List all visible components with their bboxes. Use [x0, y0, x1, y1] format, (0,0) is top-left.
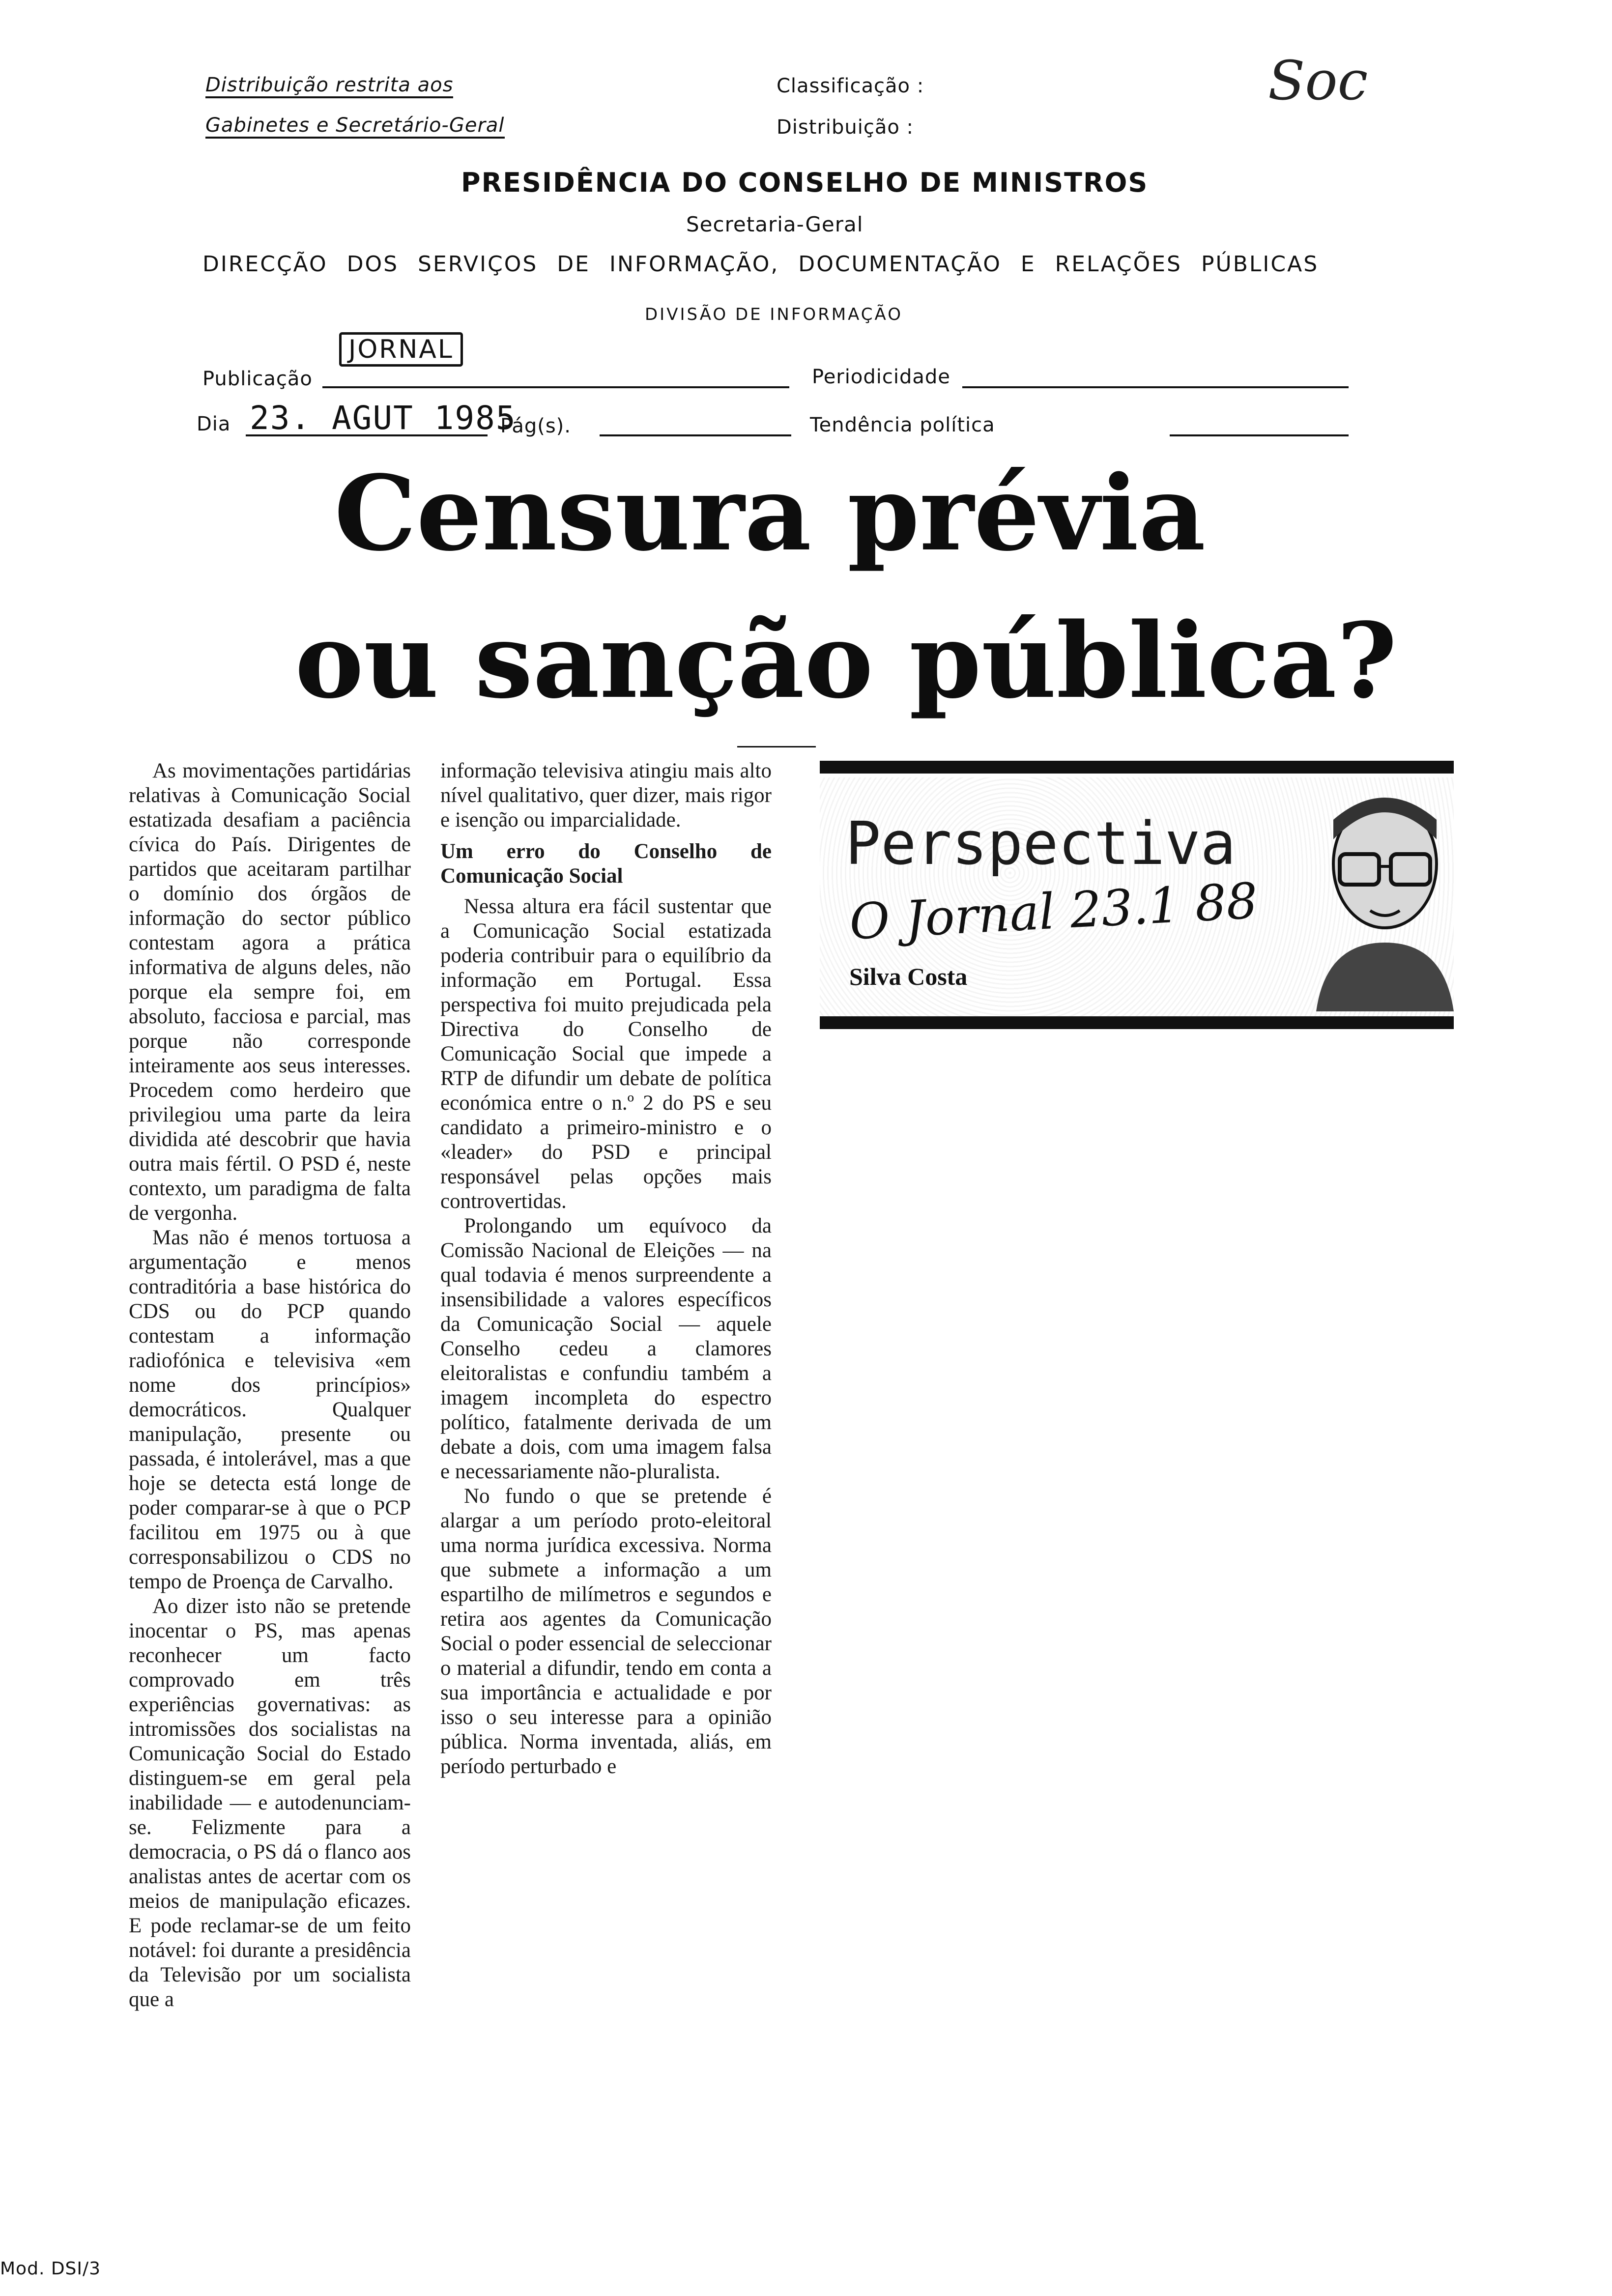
- section-subheading: Um erro do Conselho de Comunicação Social: [440, 840, 772, 888]
- column-header-top-bar: [820, 761, 1454, 774]
- publication-line: [322, 386, 789, 388]
- political-tendency-line: [1170, 434, 1349, 436]
- column-header-box: [820, 761, 1454, 1036]
- distribution-label: Distribuição :: [777, 116, 914, 139]
- secretariat-title: Secretaria-Geral: [686, 212, 864, 236]
- column2-paragraph-3: No fundo o que se pretende é alargar a um período proto-eleitoral uma norma jurídica excessiva. Norma que submete a informação a um espartilho de milímetros e segundos e retira aos agentes da Comunicação Social o poder essencial de seleccionar o material a difundir, tendo em conta a sua importância e actualidade e por isso o seu interesse para a opinião pública. Norma inventada, aliás, em período perturbado e: [440, 1485, 772, 1778]
- department-title: DIRECÇÃO DOS SERVIÇOS DE INFORMAÇÃO, DOCUMENTAÇÃO E RELAÇÕES PÚBLICAS: [202, 252, 1319, 277]
- column2-intro: informação televisiva atingiu mais alto nível qualitativo, quer dizer, mais rigor e isenção ou imparcialidade.: [440, 759, 772, 832]
- periodicity-line: [962, 386, 1349, 388]
- column1-paragraph-1: As movimentações partidárias relativas à Comunicação Social estatizada desafiam a paciência cívica do País. Dirigentes de partidos que aceitaram partilhar o domínio dos órgãos de informação do sector público contestam agora a prática informativa de alguns deles, não porque ela sempre foi, em absoluto, facciosa e parcial, mas porque não corresponde inteiramente aos seus interesses. Procedem como herdeiro que privilegiou uma parte da leira dividida até descobrir que havia outra mais fértil. O PSD é, neste contexto, um paradigma de falta de vergonha.: [129, 759, 411, 1225]
- headline-rule: [737, 746, 816, 747]
- day-line: [246, 434, 488, 436]
- publication-stamp: JORNAL: [339, 332, 463, 367]
- political-tendency-label: Tendência política: [810, 414, 995, 436]
- column1-paragraph-2: Mas não é menos tortuosa a argumentação e menos contraditória a base histórica do CDS ou do PCP quando contestam a informação radiofónica e televisiva «em nome dos princípios» democráticos. Qualquer manipulação, presente ou passada, é intolerável, mas a que hoje se detecta está longe de poder comparar-se à que o PCP facilitou em 1975 ou à que corresponsabilizou o CDS no tempo de Proença de Carvalho.: [129, 1226, 411, 1593]
- column2-paragraph-2: Prolongando um equívoco da Comissão Nacional de Eleições — na qual todavia é menos surpreendente a insensibilidade a valores específicos da Comunicação Social — aquele Conselho cedeu a clamores eleitoralistas e confundiu também a imagem incompleta do espectro político, fatalmente derivada de um debate a dois, com uma imagem falsa e necessariamente não-pluralista.: [440, 1214, 772, 1483]
- column-author: Silva Costa: [849, 963, 968, 990]
- handwritten-note: O Jornal 23.1 88: [848, 872, 1259, 951]
- classification-label: Classificação :: [777, 75, 924, 97]
- periodicity-label: Periodicidade: [812, 366, 950, 388]
- publication-label: Publicação: [202, 368, 313, 390]
- headline-line2: ou sanção pública?: [295, 600, 1397, 721]
- column1-paragraph-3: Ao dizer isto não se pretende inocentar o PS, mas apenas reconhecer um facto comprovado em três experiências governativas: as intromissões dos socialistas na Comunicação Social do Estado distinguem-se em geral pela inabilidade — e autodenunciam-se. Felizmente para a democracia, o PS dá o flanco aos analistas antes de acertar com os meios de manipulação eficazes. E pode reclamar-se de um feito notável: foi durante a presidência da Televisão por um socialista que a: [129, 1595, 411, 2011]
- article-column-1: [129, 759, 411, 2012]
- pages-label: Pág(s).: [500, 415, 571, 437]
- division-title: DIVISÃO DE INFORMAÇÃO: [645, 305, 903, 324]
- distribution-note-line2: Gabinetes e Secretário-Geral: [205, 114, 505, 137]
- day-stamp: 23. AGUT 1985: [250, 399, 517, 437]
- distribution-note-line1: Distribuição restrita aos: [205, 74, 453, 96]
- pages-line: [600, 434, 791, 436]
- headline-line1: Censura prévia: [334, 453, 1206, 574]
- day-label: Dia: [197, 413, 231, 435]
- corner-handwritten-mark: Soc: [1268, 49, 1368, 112]
- author-portrait: [1316, 780, 1454, 1011]
- column-title: Perspectiva: [845, 810, 1236, 878]
- column2-paragraph-1: Nessa altura era fácil sustentar que a Comunicação Social estatizada poderia contribuir para o equilíbrio da informação em Portugal. Essa perspectiva foi muito prejudicada pela Directiva do Conselho de Comunicação Social que impede a RTP de difundir um debate de política económica entre o n.º 2 do PS e seu candidato a primeiro-ministro e o «leader» do PSD e principal responsável pelas opções mais controvertidas.: [440, 895, 772, 1213]
- form-code: Mod. DSI/3: [0, 2259, 101, 2279]
- column-header-bottom-bar: [820, 1016, 1454, 1029]
- article-column-2: [440, 759, 772, 1779]
- ministry-title: PRESIDÊNCIA DO CONSELHO DE MINISTROS: [461, 167, 1149, 198]
